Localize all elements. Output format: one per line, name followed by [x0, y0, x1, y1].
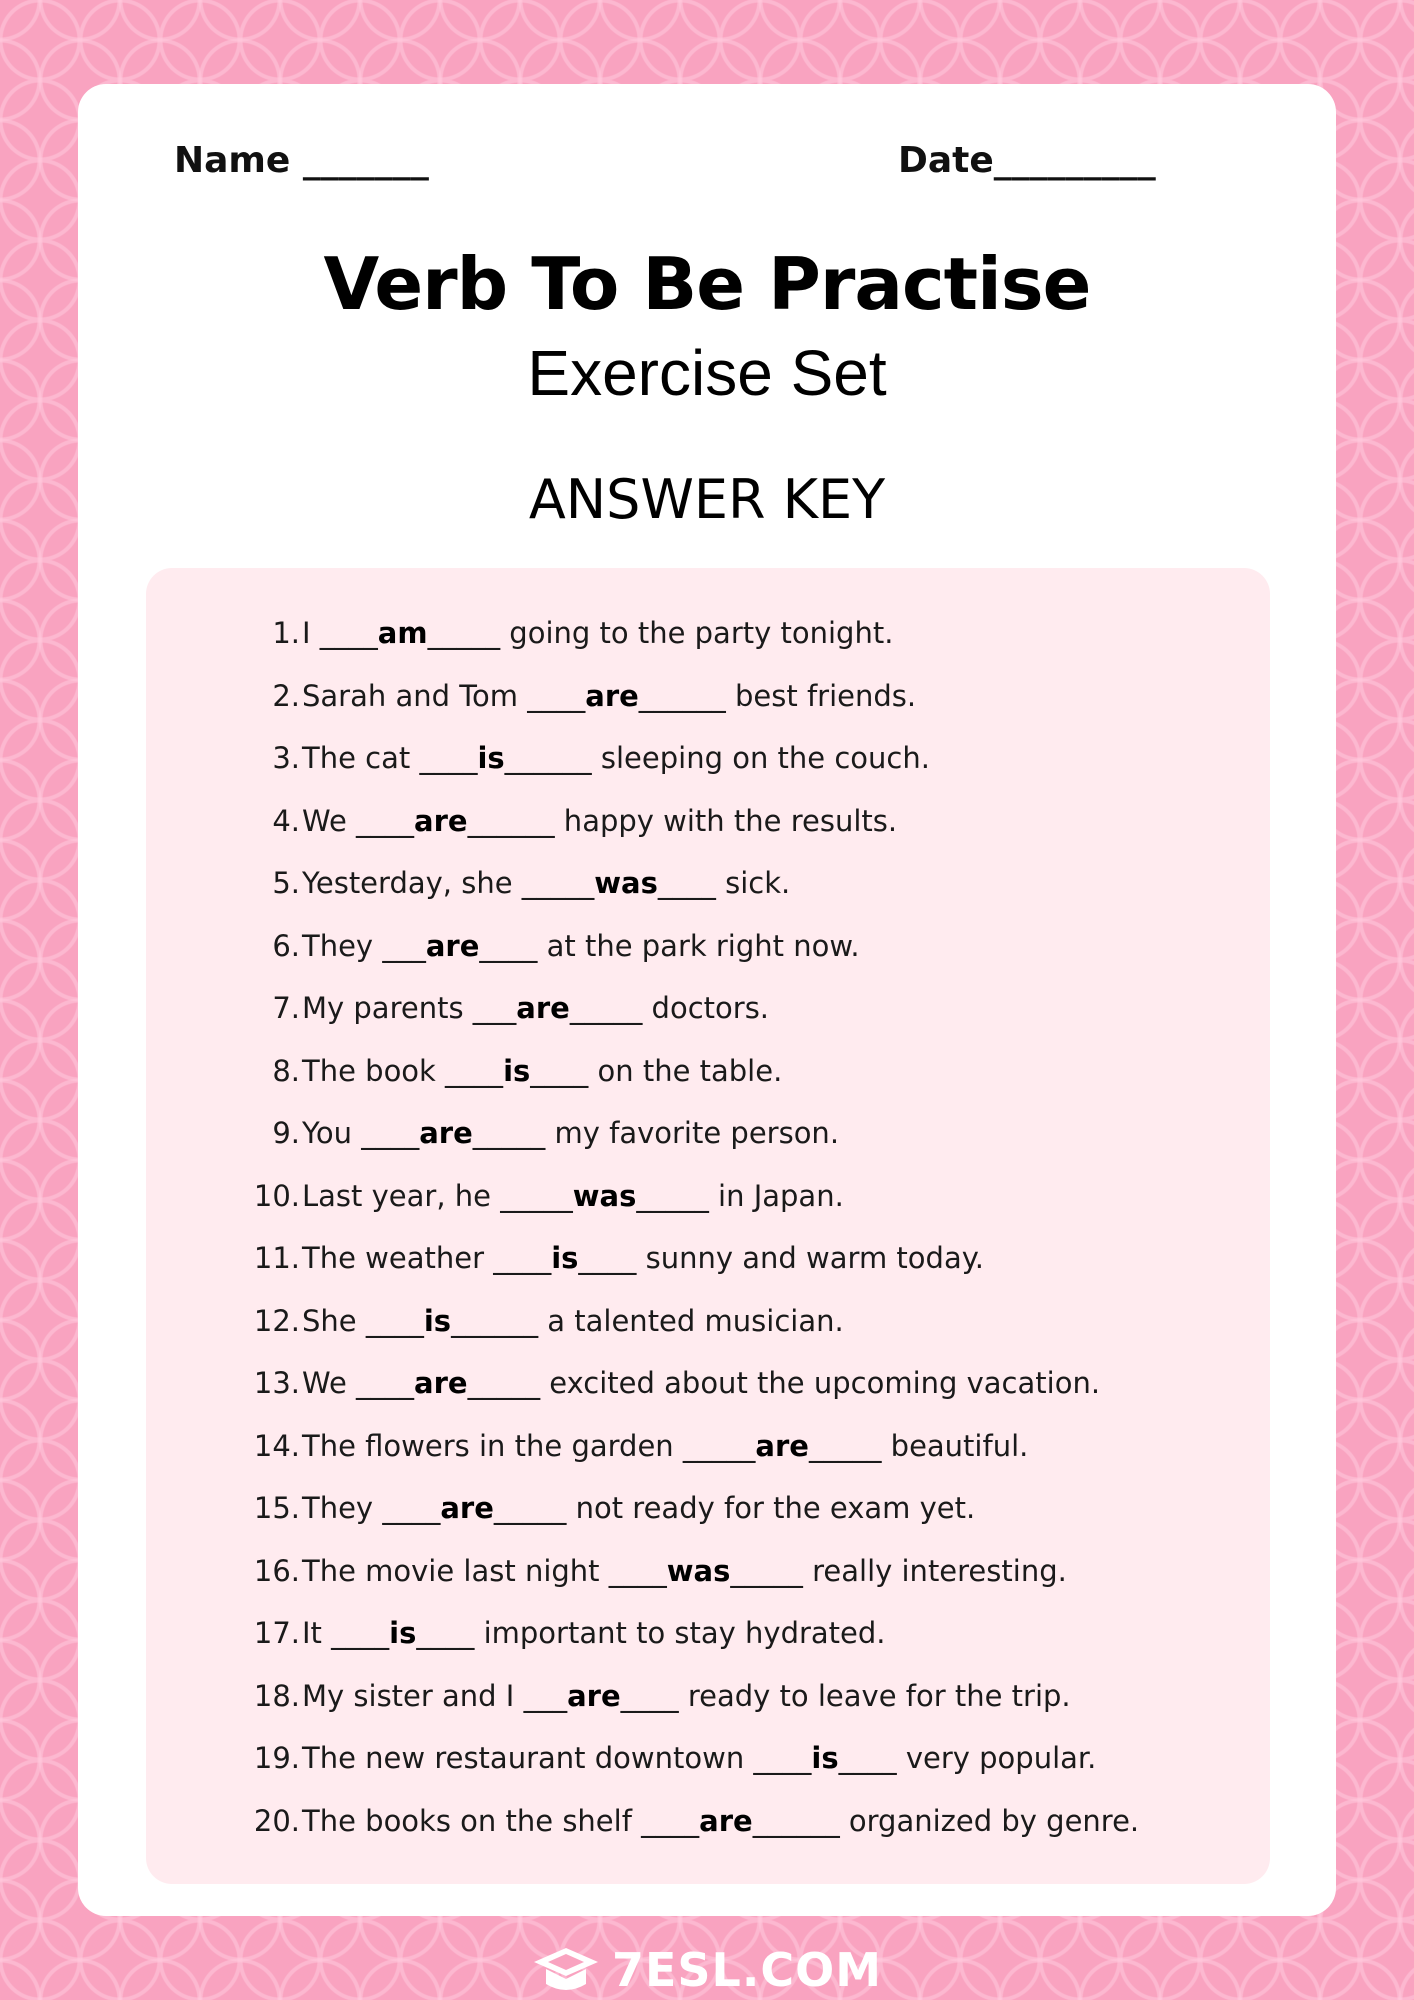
item-text-before: The flowers in the garden _____ [302, 1428, 756, 1463]
item-sentence [302, 790, 897, 853]
item-text-before: Sarah and Tom ____ [302, 678, 586, 713]
item-text-before: The new restaurant downtown ____ [302, 1741, 812, 1775]
list-item [146, 915, 1270, 978]
list-item [146, 1352, 1270, 1415]
item-sentence [302, 1727, 1096, 1790]
item-text-after: ______ best friends. [638, 678, 917, 713]
list-item [146, 977, 1270, 1040]
item-number: 1. [272, 616, 300, 650]
item-text-before: My parents ___ [302, 991, 517, 1025]
list-item [146, 1102, 1270, 1165]
item-text-after: ____ at the park right now. [479, 928, 860, 963]
item-text-after: _____ in Japan. [636, 1178, 844, 1213]
item-number: 5. [272, 866, 300, 900]
item-sentence [302, 1040, 782, 1103]
item-text-after: ____ sunny and warm today. [578, 1241, 984, 1275]
item-number: 7. [272, 991, 300, 1025]
list-item [146, 1790, 1270, 1853]
item-answer: is [503, 1053, 531, 1088]
item-text-before: I ____ [302, 616, 378, 650]
list-item [146, 1665, 1270, 1728]
item-sentence [302, 1290, 844, 1353]
item-text-after: ______ happy with the results. [467, 803, 898, 838]
item-text-after: ____ ready to leave for the trip. [620, 1678, 1071, 1713]
item-sentence [302, 977, 769, 1040]
item-number: 14. [253, 1428, 300, 1463]
item-number: 2. [272, 678, 300, 713]
item-answer: are [440, 1491, 494, 1525]
item-text-after: ____ on the table. [530, 1053, 783, 1088]
item-sentence [302, 1477, 975, 1540]
item-text-before: She ____ [302, 1303, 424, 1338]
item-text-before: Yesterday, she _____ [302, 866, 595, 900]
item-text-before: The movie last night ____ [302, 1553, 667, 1588]
item-number: 17. [253, 1616, 300, 1650]
item-text-before: You ____ [302, 1116, 420, 1150]
date-field: Date_________ [898, 140, 1156, 181]
item-number: 9. [272, 1116, 300, 1150]
item-text-before: We ____ [302, 1366, 415, 1400]
footer-brand [0, 1942, 1414, 1998]
item-number: 12. [253, 1303, 300, 1338]
item-sentence [302, 1665, 1071, 1728]
list-item [146, 1290, 1270, 1353]
item-answer: are [414, 1366, 468, 1400]
item-sentence [302, 1415, 1028, 1478]
item-number: 6. [272, 928, 300, 963]
item-answer: are [755, 1428, 809, 1463]
item-answer: are [425, 928, 480, 963]
item-text-after: _____ beautiful. [808, 1428, 1029, 1463]
item-text-after: ____ sick. [657, 866, 791, 900]
worksheet-subtitle: Exercise Set [527, 337, 887, 409]
item-answer: is [389, 1616, 417, 1650]
brand-logo-text: 7ESL.COM [612, 1943, 882, 1997]
list-item [146, 602, 1270, 665]
item-number: 15. [253, 1491, 300, 1525]
item-text-before: My sister and I ___ [302, 1678, 568, 1713]
list-item [146, 790, 1270, 853]
item-sentence [302, 1790, 1139, 1853]
item-text-before: Last year, he _____ [302, 1178, 573, 1213]
item-text-before: They ____ [302, 1491, 441, 1525]
item-sentence [302, 1102, 839, 1165]
item-text-after: _____ doctors. [569, 991, 770, 1025]
item-answer: are [585, 678, 639, 713]
item-sentence [302, 1352, 1100, 1415]
list-item [146, 727, 1270, 790]
item-text-after: ____ important to stay hydrated. [416, 1616, 886, 1650]
worksheet-title: Verb To Be Practise [323, 242, 1091, 326]
list-item [146, 1227, 1270, 1290]
item-sentence [302, 1602, 886, 1665]
item-text-after: _____ really interesting. [730, 1553, 1067, 1588]
graduation-cap-icon [532, 1944, 600, 1996]
item-text-after: ____ very popular. [838, 1741, 1097, 1775]
answers-panel [146, 568, 1270, 1884]
item-text-before: We ____ [302, 803, 415, 838]
item-number: 20. [253, 1803, 300, 1838]
list-item [146, 1540, 1270, 1603]
item-answer: is [811, 1741, 839, 1775]
item-number: 19. [253, 1741, 300, 1775]
item-text-after: ______ sleeping on the couch. [504, 741, 930, 775]
item-number: 3. [272, 741, 300, 775]
list-item [146, 1602, 1270, 1665]
list-item [146, 1415, 1270, 1478]
item-text-after: _____ going to the party tonight. [427, 616, 894, 650]
item-sentence [302, 1227, 984, 1290]
item-number: 13. [253, 1366, 300, 1400]
item-text-after: _____ excited about the upcoming vacation. [467, 1366, 1101, 1400]
item-text-before: The book ____ [302, 1053, 504, 1088]
item-number: 8. [272, 1053, 300, 1088]
item-sentence [302, 1165, 844, 1228]
item-text-after: _____ not ready for the exam yet. [493, 1491, 976, 1525]
item-text-after: ______ a talented musician. [451, 1303, 844, 1338]
item-number: 18. [253, 1678, 300, 1713]
item-answer: are [414, 803, 468, 838]
item-text-before: The weather ____ [302, 1241, 552, 1275]
item-text-before: The cat ____ [302, 741, 478, 775]
item-answer: was [666, 1553, 731, 1588]
list-item [146, 1727, 1270, 1790]
name-field: Name _______ [174, 140, 429, 181]
item-sentence [302, 602, 893, 665]
item-text-after: _____ my favorite person. [472, 1116, 840, 1150]
header-row [174, 140, 1240, 190]
list-item [146, 1477, 1270, 1540]
answer-list [146, 602, 1270, 1852]
item-text-before: The books on the shelf ____ [302, 1803, 700, 1838]
item-text-before: They ___ [302, 928, 426, 963]
item-answer: are [516, 991, 570, 1025]
item-sentence [302, 665, 916, 728]
item-answer: is [551, 1241, 579, 1275]
list-item [146, 665, 1270, 728]
list-item [146, 1040, 1270, 1103]
item-text-before: It ____ [302, 1616, 390, 1650]
item-number: 16. [253, 1553, 300, 1588]
item-answer: am [377, 616, 428, 650]
item-number: 11. [253, 1241, 300, 1275]
list-item [146, 1165, 1270, 1228]
item-sentence [302, 727, 930, 790]
item-answer: are [419, 1116, 473, 1150]
item-answer: are [699, 1803, 753, 1838]
list-item [146, 852, 1270, 915]
item-answer: was [594, 866, 658, 900]
item-sentence [302, 1540, 1067, 1603]
answer-key-heading: ANSWER KEY [528, 468, 886, 531]
item-answer: was [572, 1178, 637, 1213]
item-number: 4. [272, 803, 300, 838]
item-sentence [302, 852, 790, 915]
item-sentence [302, 915, 860, 978]
item-answer: is [423, 1303, 452, 1338]
worksheet-card [78, 84, 1336, 1916]
item-text-after: ______ organized by genre. [752, 1803, 1140, 1838]
item-answer: are [567, 1678, 621, 1713]
item-answer: is [477, 741, 505, 775]
item-number: 10. [253, 1178, 300, 1213]
